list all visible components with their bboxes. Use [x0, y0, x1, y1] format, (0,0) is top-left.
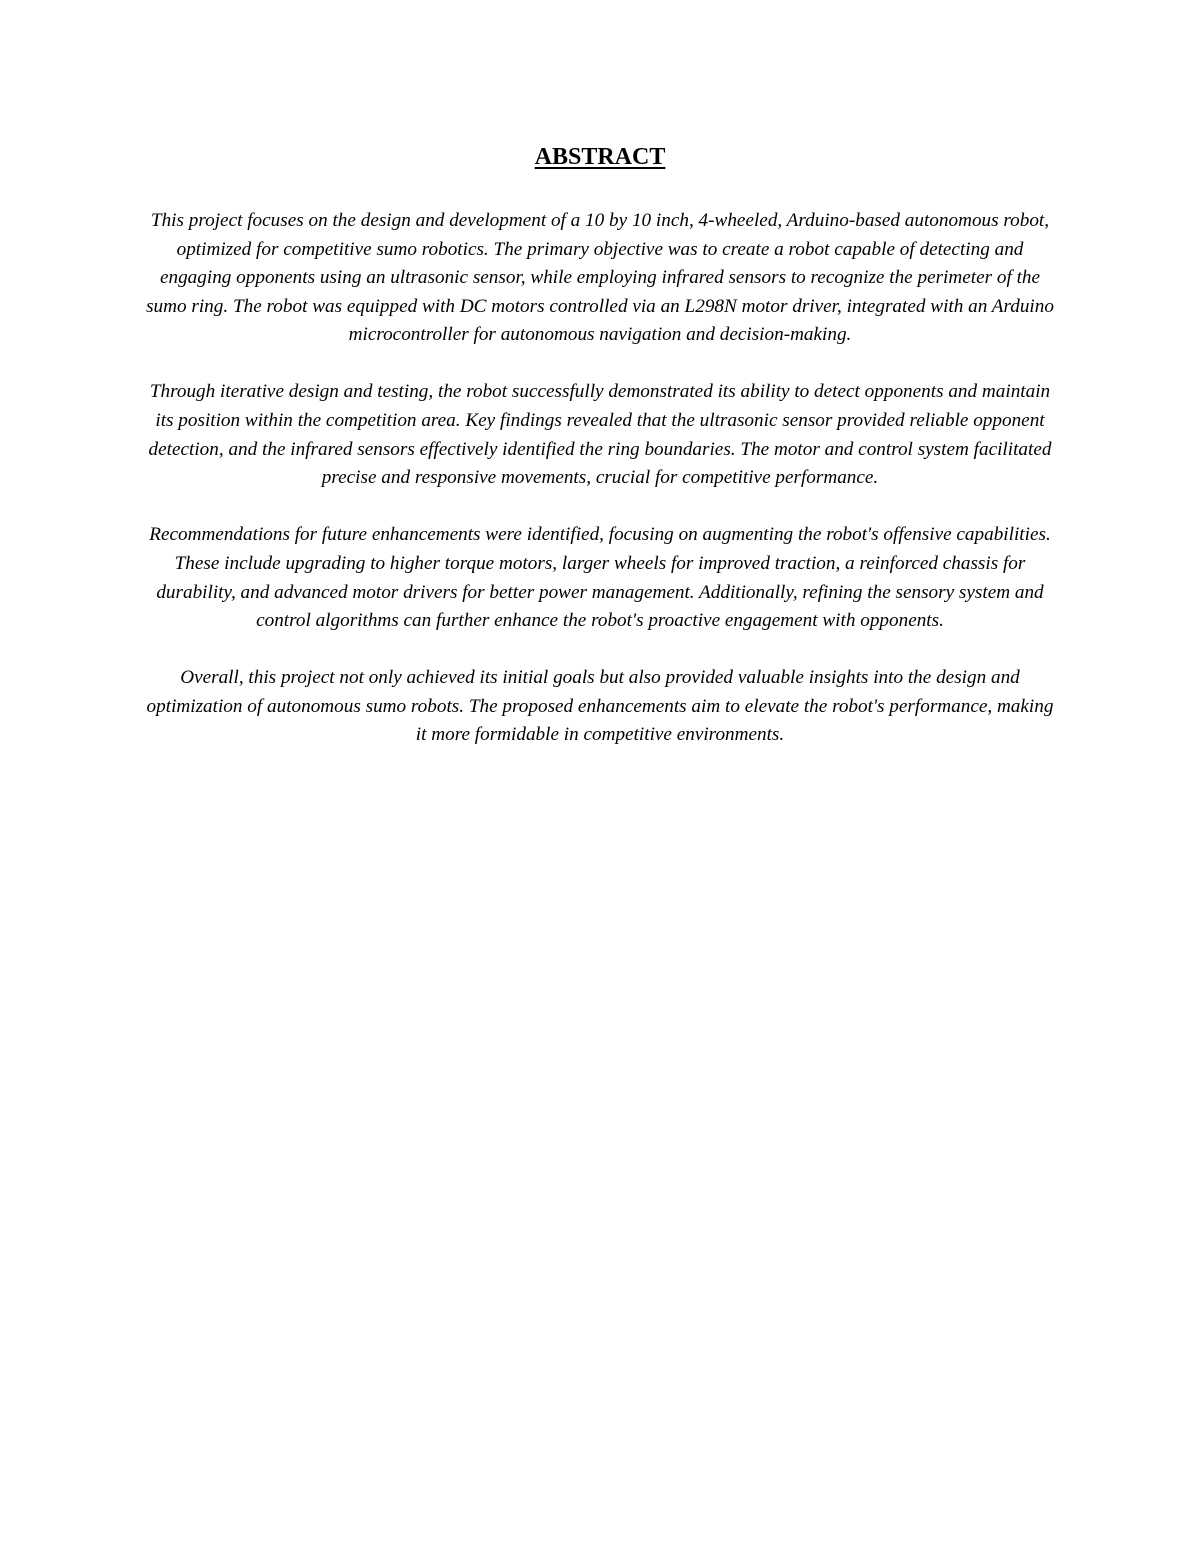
abstract-paragraph-3: Recommendations for future enhancements were identified, focusing on augmenting the robot's offensive capabilities. These include upgrading to higher torque motors, larger wheels for improved traction, a reinforced chassis for durability, and advanced motor drivers for better power management. Additionally, refining the sensory system and control algorithms can further enhance the robot's proactive engagement with opponents.	[149, 524, 1051, 632]
page-title: ABSTRACT	[534, 144, 666, 170]
abstract-body	[140, 207, 1060, 779]
abstract-paragraph-1: This project focuses on the design and development of a 10 by 10 inch, 4-wheeled, Arduino-based autonomous robot, optimized for competitive sumo robotics. The primary objective was to create a robot capable of detecting and engaging opponents using an ultrasonic sensor, while employing infrared sensors to recognize the perimeter of the sumo ring. The robot was equipped with DC motors controlled via an L298N motor driver, integrated with an Arduino microcontroller for autonomous navigation and decision-making.	[146, 210, 1054, 346]
abstract-paragraph-4: Overall, this project not only achieved its initial goals but also provided valuable insights into the design and optimization of autonomous sumo robots. The proposed enhancements aim to elevate the robot's performance, making it more formidable in competitive environments.	[146, 667, 1054, 746]
abstract-paragraph-2: Through iterative design and testing, the robot successfully demonstrated its ability to detect opponents and maintain its position within the competition area. Key findings revealed that the ultrasonic sensor provided reliable opponent detection, and the infrared sensors effectively identified the ring boundaries. The motor and control system facilitated precise and responsive movements, crucial for competitive performance.	[148, 381, 1052, 489]
